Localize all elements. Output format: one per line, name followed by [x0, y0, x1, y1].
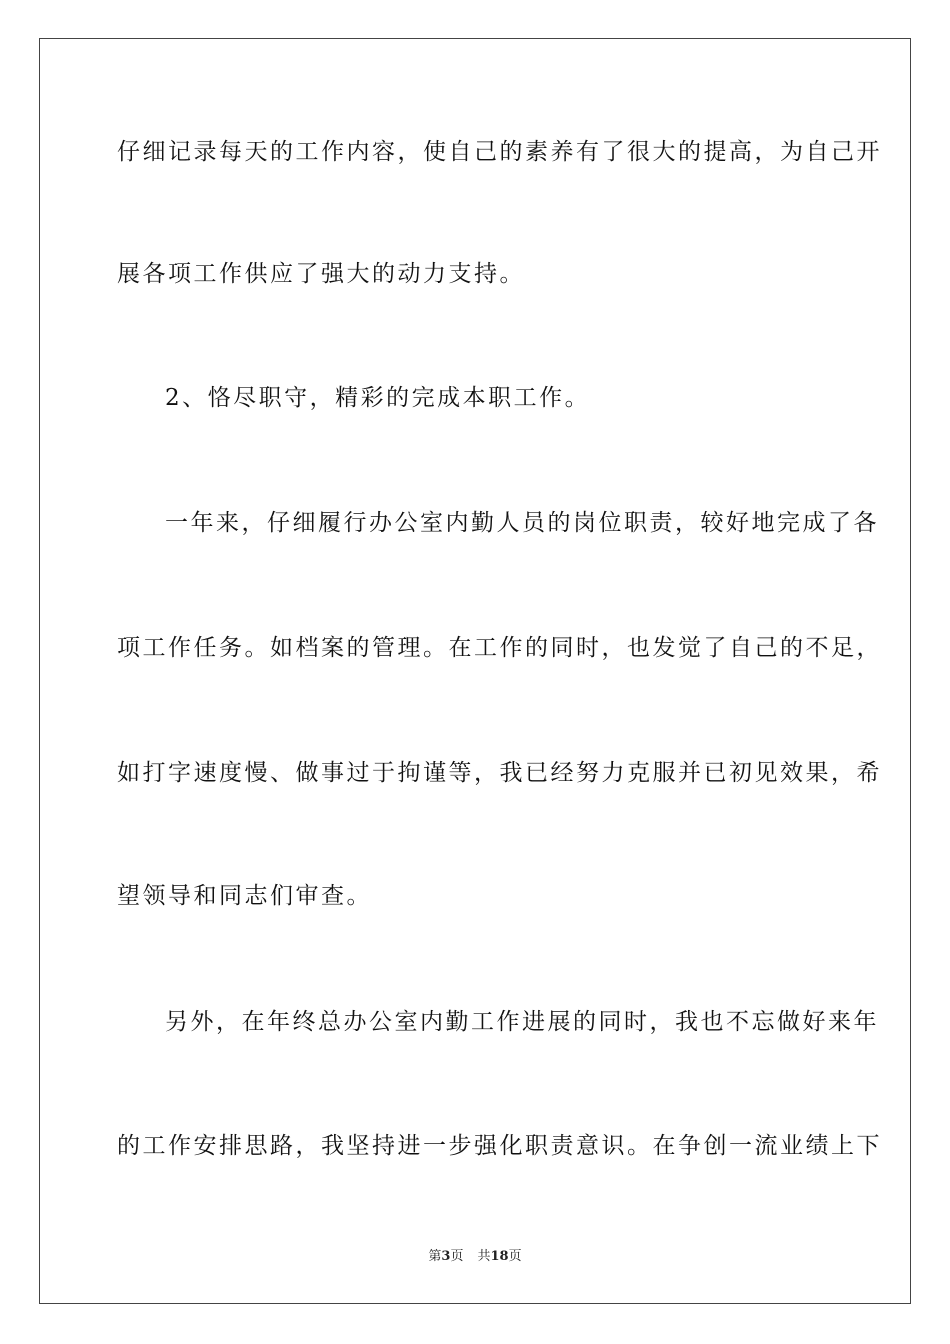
- footer-page-suffix: 页: [450, 1249, 464, 1264]
- text-line: 仔细记录每天的工作内容，使自己的素养有了很大的提高，为自己开: [117, 139, 882, 165]
- page-footer: [0, 1248, 950, 1266]
- text-line: 如打字速度慢、做事过于拘谨等，我已经努力克服并已初见效果，希: [117, 760, 882, 786]
- footer-total-number: 18: [490, 1249, 509, 1264]
- text-line: 的工作安排思路，我坚持进一步强化职责意识。在争创一流业绩上下: [117, 1133, 882, 1159]
- text-line: 项工作任务。如档案的管理。在工作的同时，也发觉了自己的不足，: [117, 635, 882, 661]
- footer-total-prefix: 共: [477, 1249, 491, 1264]
- footer-page-number: 3: [441, 1249, 451, 1264]
- footer-page-prefix: 第: [428, 1249, 442, 1264]
- section-heading: 2、恪尽职守，精彩的完成本职工作。: [165, 385, 591, 411]
- footer-total-suffix: 页: [508, 1249, 522, 1264]
- text-line: 展各项工作供应了强大的动力支持。: [117, 261, 525, 287]
- page-border: [39, 38, 911, 1304]
- paragraph-first-line: 另外，在年终总办公室内勤工作进展的同时，我也不忘做好来年: [165, 1009, 879, 1035]
- paragraph-first-line: 一年来，仔细履行办公室内勤人员的岗位职责，较好地完成了各: [165, 510, 879, 536]
- text-line: 望领导和同志们审查。: [117, 883, 372, 909]
